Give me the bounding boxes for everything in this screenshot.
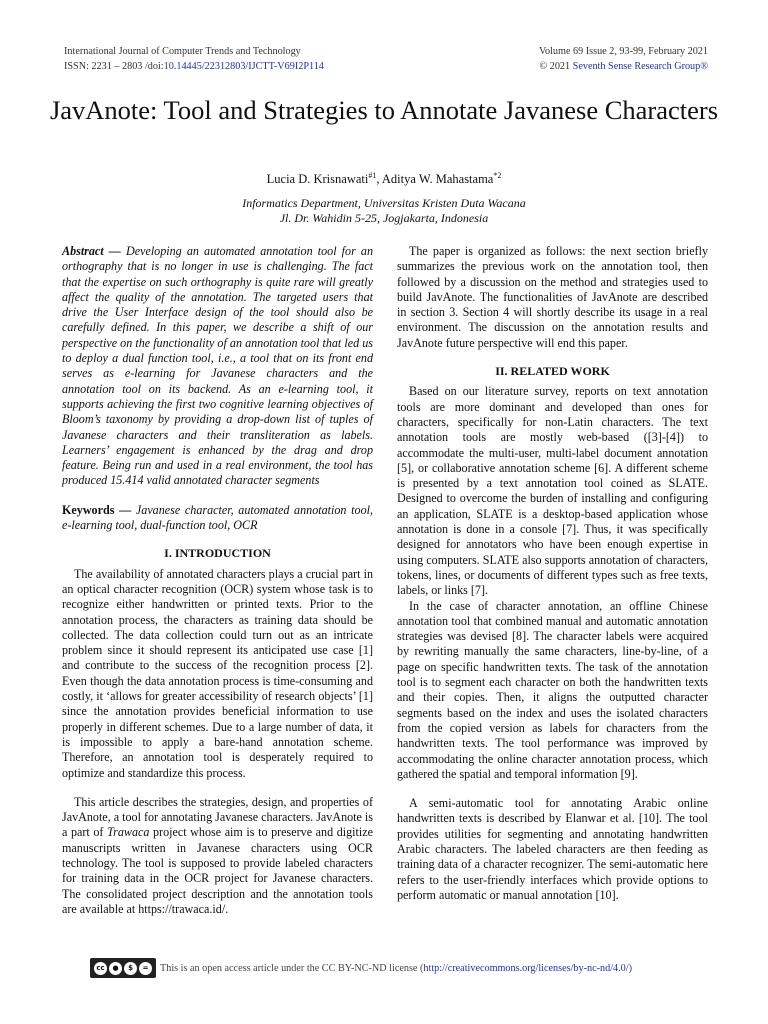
left-column xyxy=(62,244,373,917)
project-name: Trawaca xyxy=(107,825,150,840)
doi-link[interactable]: 10.14445/22312803/IJCTT-V69I2P114 xyxy=(163,61,324,72)
publisher-link[interactable]: Seventh Sense Research Group® xyxy=(572,61,708,72)
author-list: Lucia D. Krisnawati$^{\#1}$, Aditya W. Mahastama$^{*2}$ xyxy=(266,171,502,187)
abstract-label: Abstract — xyxy=(62,244,121,258)
license-text: This is an open access article under the CC BY-NC-ND license ( xyxy=(160,962,424,974)
license-link[interactable]: http://creativecommons.org/licenses/by-nc-nd/4.0/ xyxy=(423,962,629,974)
journal-header xyxy=(64,44,324,74)
right-column xyxy=(397,244,708,903)
abstract-text: Developing an automated annotation tool for an orthography that is no longer in use is challenging. The fact that the expertise on such orthography is quite rare will greatly affect the quality of the annotation. The targeted users that drive the User Interface design of the tool should also be carefully defined. In this paper, we describe a shift of our perspective on the functionality of an annotation tool that led us to deploy a dual function tool, i.e., a tool that on its front end serves as e-learning for Javanese characters and the annotation tool on its backend. As an e-learning tool, it supports achieving the first two cognitive learning objectives of Bloom’s taxonomy by providing a drop-down list of tuples of Javanese characters and their transliteration as labels. Learners’ engagement is enhanced by the drag and drop feature. Being run and used in a real environment, the tool has produced 15.414 valid annotated character segments xyxy=(62,244,373,488)
abstract xyxy=(62,244,373,489)
author-marker: #1 xyxy=(368,171,377,180)
cc-license-icon[interactable]: cc ● $ = xyxy=(90,958,156,978)
copyright-line: © 2021 Seventh Sense Research Group® xyxy=(539,61,708,72)
volume-info: Volume 69 Issue 2, 93-99, February 2021 xyxy=(538,46,708,57)
affiliation-line: Jl. Dr. Wahidin 5-25, Jogjakarta, Indonesia xyxy=(279,211,489,225)
paragraph: This article describes the strategies, design, and properties of JavAnote, a tool for annotating Javanese characters. JavAnote is a part of Trawaca project whose aim is to preserve and digitize manuscripts written in Javanese characters using OCR technology. The tool is supposed to provide labeled characters for training data in the OCR project for Javanese characters. The consolidated project description and the annotation tools are available at https://trawaca.id/. xyxy=(62,794,373,916)
volume-header xyxy=(539,44,708,74)
paragraph: In the case of character annotation, an offline Chinese annotation tool that combined manual and automatic annotation strategies was devised [8]. The character labels were acquired by rewriting manually the same characters, line-by-line, of a page on specific handwritten texts. The task of the annotation tool is to segment each character on both the handwritten texts and their copies. Then, it aligns the outputted character segments based on the index and uses the isolated characters from the copied version as labels for characters from the handwritten texts. The tool performance was improved by accommodating the online character annotation process, which gathered the spatial and temporal information [9]. xyxy=(397,598,708,781)
license-footer: cc ● $ = This is an open access article under the CC BY-NC-ND license ( http://creativecommons.org/licenses/by-nc-nd/4.0/ ) xyxy=(90,958,632,978)
keywords xyxy=(62,503,373,534)
keywords-label: Keywords — xyxy=(62,502,132,517)
affiliation-line: Informatics Department, Universitas Kristen Duta Wacana xyxy=(242,196,526,210)
paper-title: JavAnote: Tool and Strategies to Annotate Javanese Characters xyxy=(49,95,719,125)
journal-name: International Journal of Computer Trends and Technology xyxy=(64,46,301,57)
section-heading-introduction: I. INTRODUCTION xyxy=(164,546,271,561)
paragraph: Based on our literature survey, reports on text annotation tools are more dominant and developed than ones for characters, specifically for non-Latin characters. The text annotation tools are mostly web-based ([3]-[4]) to accommodate the multi-user, multi-label document annotation [5], or collaborative annotation scheme [6]. A different scheme is presented by a text annotation tool coined as SLATE. Designed to overcome the burden of installing and configuring an application, SLATE is a desktop-based application whose annotation is done in a console [7]. Thus, it was specifically designed for annotators who have been enough expertise in using computers. SLATE also supports annotation of characters, tokens, lines, or documents of different types such as free texts, labels, or links [7]. xyxy=(397,384,708,598)
paragraph: The paper is organized as follows: the next section briefly summarizes the previous work on the annotation tool, then followed by a discussion on the method and strategies used to build JavAnote. The functionalities of JavAnote are described in section 3. Section 4 will shortly describe its usage in a real environment. The discussion on the annotation results and JavAnote future perspective will end this paper. xyxy=(397,244,708,350)
section-heading-related-work: II. RELATED WORK xyxy=(495,364,610,379)
paragraph: The availability of annotated characters plays a crucial part in an optical character recognition (OCR) system whose task is to recognize either handwritten or printed texts. Prior to the annotation process, the characters as training data should be collected. The data collection could turn out as an intricate problem since it should represent its anticipated use case [1] and contribute to the success of the recognition process [2]. Even though the data annotation process is time-consuming and costly, it ‘allows for greater accessibility of research objects’ [1] since the annotation provides beneficial information to use properly in different schemes. Due to a large number of data, it is impossible to apply a bare-hand annotation scheme. Therefore, an annotation tool is desperately required to optimize and standardize this process. xyxy=(62,566,373,780)
author-name: Aditya W. Mahastama xyxy=(381,172,494,187)
paragraph: A semi-automatic tool for annotating Arabic online handwritten texts is described by Elanwar et al. [10]. The tool provides utilities for segmenting and annotating handwritten Arabic characters. The labeled characters are then feeding as training data of a character recognizer. The semi-automatic here refers to the user-friendly interfaces which provide options to perform automatic or manual annotation [10]. xyxy=(397,796,708,902)
affiliation xyxy=(0,196,768,226)
author-marker: *2 xyxy=(493,171,502,180)
issn-line: ISSN: 2231 – 2803 /doi:10.14445/22312803/IJCTT-V69I2P114 xyxy=(64,61,324,72)
keywords-text: Javanese character, automated annotation tool, e-learning tool, dual-function tool, OCR xyxy=(62,502,373,533)
author-name: Lucia D. Krisnawati xyxy=(266,172,369,187)
